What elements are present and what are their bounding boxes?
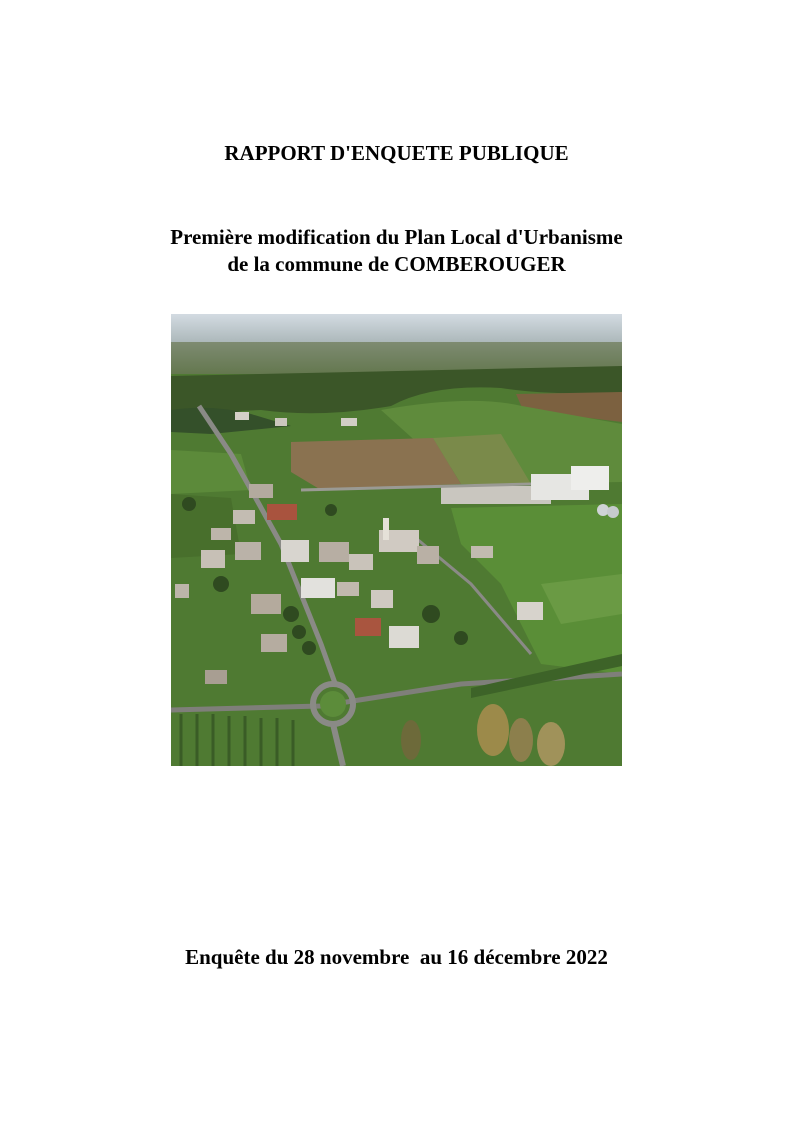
report-subtitle: [0, 224, 793, 278]
subtitle-line-2: de la commune de COMBEROUGER: [227, 252, 566, 276]
subtitle-line-1: Première modification du Plan Local d'Urbanisme: [170, 225, 623, 249]
aerial-photo-illustration: [171, 314, 622, 766]
field-brown-center: [291, 438, 461, 490]
roundabout-center: [320, 691, 346, 717]
field-left-2: [171, 494, 241, 558]
silo-2: [607, 506, 619, 518]
silo: [597, 504, 609, 516]
report-title: RAPPORT D'ENQUETE PUBLIQUE: [224, 141, 569, 165]
inquiry-dates: Enquête du 28 novembre au 16 décembre 2022: [185, 945, 608, 969]
sky-area: [171, 314, 622, 344]
church-tower: [383, 518, 389, 540]
aerial-village-photo: [171, 314, 622, 766]
warehouse-building-2: [571, 466, 609, 490]
